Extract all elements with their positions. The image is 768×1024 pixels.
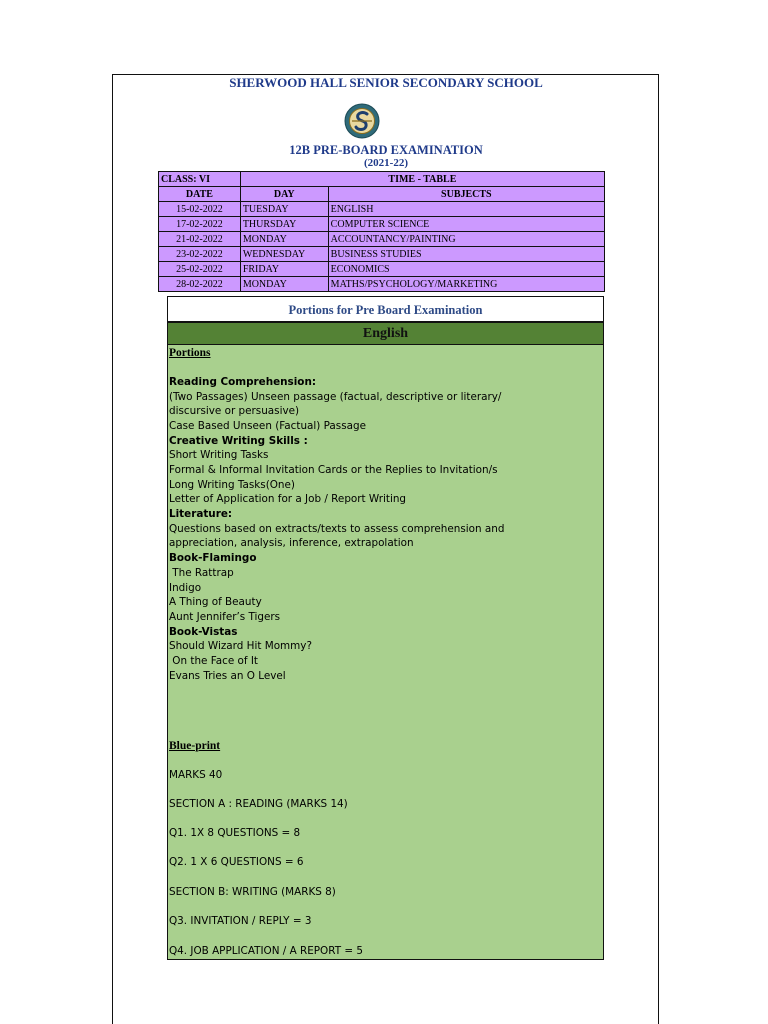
subject-cell: ECONOMICS (328, 262, 604, 277)
date-cell: 21-02-2022 (159, 232, 241, 247)
exam-title: 12B PRE-BOARD EXAMINATION (289, 143, 483, 157)
portion-line: Formal & Informal Invitation Cards or the Replies to Invitation/s (169, 464, 498, 476)
table-row (159, 232, 605, 247)
day-cell: MONDAY (240, 232, 328, 247)
blueprint-heading: Blue-print (169, 740, 221, 752)
timetable-title-row (159, 172, 605, 187)
date-cell: 28-02-2022 (159, 277, 241, 292)
subject-cell: MATHS/PSYCHOLOGY/MARKETING (328, 277, 604, 292)
table-row (159, 262, 605, 277)
portions-title: Portions for Pre Board Examination (167, 296, 604, 322)
day-cell: WEDNESDAY (240, 247, 328, 262)
date-cell: 17-02-2022 (159, 217, 241, 232)
portion-line: On the Face of It (169, 655, 258, 667)
day-cell: MONDAY (240, 277, 328, 292)
portion-line: A Thing of Beauty (169, 596, 262, 608)
subject-cell: BUSINESS STUDIES (328, 247, 604, 262)
date-cell: 15-02-2022 (159, 202, 241, 217)
portion-line: Reading Comprehension: (169, 376, 316, 388)
school-crest-icon (344, 103, 380, 139)
school-name: SHERWOOD HALL SENIOR SECONDARY SCHOOL (229, 75, 543, 90)
portion-line: Short Writing Tasks (169, 449, 269, 461)
portion-line: Should Wizard Hit Mommy? (169, 640, 312, 652)
blueprint-line: SECTION B: WRITING (MARKS 8) (169, 886, 336, 898)
blueprint-line: MARKS 40 (169, 769, 223, 781)
portion-line: Questions based on extracts/texts to assess comprehension and (169, 523, 505, 535)
day-cell: FRIDAY (240, 262, 328, 277)
blueprint-line: Q3. INVITATION / REPLY = 3 (169, 915, 312, 927)
subject-cell: COMPUTER SCIENCE (328, 217, 604, 232)
table-row (159, 217, 605, 232)
blueprint-line: SECTION A : READING (MARKS 14) (169, 798, 348, 810)
column-header-day: DAY (240, 187, 328, 202)
portion-line: Evans Tries an O Level (169, 670, 286, 682)
timetable-title: TIME - TABLE (240, 172, 604, 187)
portion-line: Long Writing Tasks(One) (169, 479, 295, 491)
subject-cell: ENGLISH (328, 202, 604, 217)
timetable-header-row (159, 187, 605, 202)
portion-line: The Rattrap (169, 567, 234, 579)
class-label: CLASS: VI (159, 172, 241, 187)
portions-heading: Portions (169, 347, 211, 359)
portion-line: Creative Writing Skills : (169, 435, 308, 447)
table-row (159, 202, 605, 217)
table-row (159, 277, 605, 292)
date-cell: 23-02-2022 (159, 247, 241, 262)
timetable (158, 171, 605, 292)
table-row (159, 247, 605, 262)
portion-line: discursive or persuasive) (169, 405, 300, 417)
portion-line: Book-Flamingo (169, 552, 257, 564)
day-cell: THURSDAY (240, 217, 328, 232)
blueprint-line: Q4. JOB APPLICATION / A REPORT = 5 (169, 945, 363, 957)
date-cell: 25-02-2022 (159, 262, 241, 277)
portion-line: Aunt Jennifer’s Tigers (169, 611, 281, 623)
portion-line: Indigo (169, 582, 202, 594)
portion-line: Case Based Unseen (Factual) Passage (169, 420, 366, 432)
subject-heading: English (167, 322, 604, 345)
column-header-subjects: SUBJECTS (328, 187, 604, 202)
portion-line: Literature: (169, 508, 233, 520)
exam-year: (2021-22) (364, 157, 408, 169)
portion-line: (Two Passages) Unseen passage (factual, descriptive or literary/ (169, 391, 502, 403)
portion-line: appreciation, analysis, inference, extrapolation (169, 537, 414, 549)
blueprint-line: Q2. 1 X 6 QUESTIONS = 6 (169, 856, 304, 868)
portion-line: Book-Vistas (169, 626, 238, 638)
portion-line: Letter of Application for a Job / Report Writing (169, 493, 407, 505)
blueprint-line: Q1. 1X 8 QUESTIONS = 8 (169, 827, 301, 839)
subject-cell: ACCOUNTANCY/PAINTING (328, 232, 604, 247)
column-header-date: DATE (159, 187, 241, 202)
day-cell: TUESDAY (240, 202, 328, 217)
